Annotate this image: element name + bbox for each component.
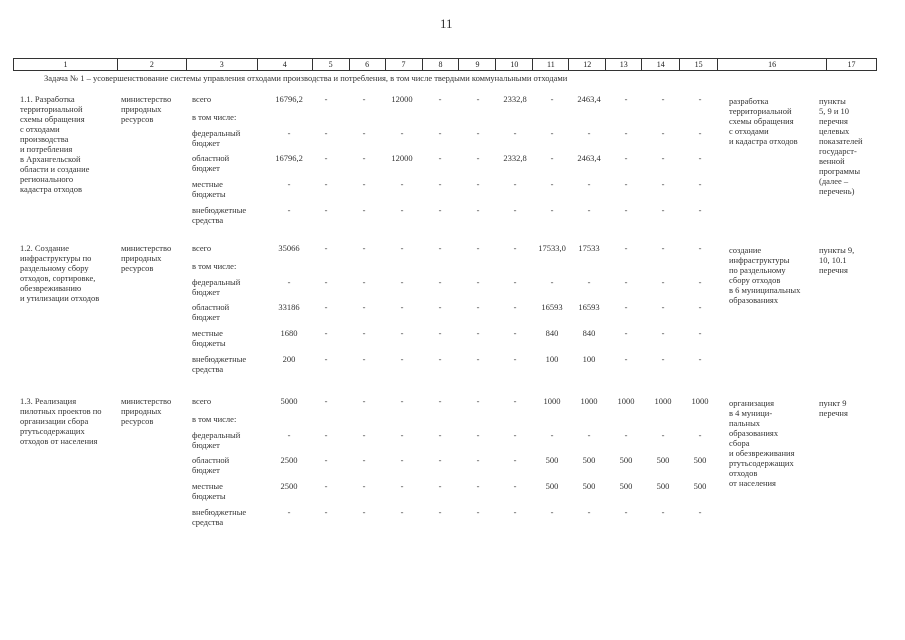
value-cell: -	[698, 328, 702, 338]
value-cell: -	[513, 507, 517, 517]
value-cell: -	[324, 277, 328, 287]
value-cell: -	[400, 430, 404, 440]
value-cell: -	[550, 430, 554, 440]
value-cell: -	[324, 243, 328, 253]
indicators-cell: пункты 9, 10, 10.1 перечня	[819, 245, 855, 275]
value-cell: -	[324, 94, 328, 104]
value-cell: -	[624, 430, 628, 440]
value-cell: -	[324, 179, 328, 189]
value-cell: -	[400, 243, 404, 253]
value-cell: -	[476, 94, 480, 104]
result-cell: создание инфраструктуры по раздельному сбору отходов в 6 муниципальных образованиях	[729, 245, 801, 305]
value-cell: -	[438, 481, 442, 491]
value-cell: -	[400, 179, 404, 189]
value-cell: -	[400, 302, 404, 312]
value-cell: -	[476, 507, 480, 517]
value-cell: -	[438, 430, 442, 440]
value-cell: -	[624, 94, 628, 104]
value-cell: 500	[656, 481, 670, 491]
column-number-header	[13, 58, 877, 71]
value-cell: -	[661, 128, 665, 138]
value-cell: -	[513, 328, 517, 338]
value-cell: -	[476, 205, 480, 215]
value-cell: -	[513, 277, 517, 287]
result-cell: организация в 4 муници- пальных образованиях сбора и обезвреживания ртутьсодержащих отходов от населения	[729, 398, 795, 488]
header-col-1: 1	[14, 59, 118, 70]
value-cell: -	[624, 328, 628, 338]
value-cell: 17533	[578, 243, 600, 253]
value-cell: -	[661, 277, 665, 287]
value-cell: 840	[582, 328, 596, 338]
value-cell: -	[400, 455, 404, 465]
value-cell: 100	[545, 354, 559, 364]
value-cell: -	[400, 507, 404, 517]
header-col-8: 8	[423, 59, 460, 70]
value-cell: -	[624, 243, 628, 253]
value-cell: -	[324, 128, 328, 138]
value-cell: -	[324, 205, 328, 215]
value-cell: 100	[582, 354, 596, 364]
header-col-13: 13	[606, 59, 642, 70]
funding-source-label: всего	[192, 94, 212, 104]
value-cell: -	[438, 328, 442, 338]
value-cell: -	[476, 328, 480, 338]
header-col-4: 4	[258, 59, 313, 70]
value-cell: -	[400, 396, 404, 406]
value-cell: -	[438, 302, 442, 312]
value-cell: -	[362, 430, 366, 440]
value-cell: -	[661, 179, 665, 189]
value-cell: -	[661, 430, 665, 440]
value-cell: -	[698, 243, 702, 253]
value-cell: 500	[656, 455, 670, 465]
funding-source-label: в том числе:	[192, 112, 237, 122]
value-cell: -	[587, 128, 591, 138]
value-cell: -	[287, 128, 291, 138]
result-cell: разработка территориальной схемы обращения с отходами и кадастра отходов	[729, 96, 798, 146]
value-cell: -	[400, 328, 404, 338]
funding-source-label: федеральный бюджет	[192, 128, 241, 148]
value-cell: 1000	[580, 396, 598, 406]
value-cell: -	[438, 94, 442, 104]
value-cell: -	[661, 94, 665, 104]
value-cell: -	[362, 153, 366, 163]
value-cell: -	[587, 277, 591, 287]
value-cell: -	[324, 153, 328, 163]
funding-source-label: внебюджетные средства	[192, 354, 247, 374]
value-cell: 17533,0	[538, 243, 566, 253]
value-cell: -	[324, 430, 328, 440]
value-cell: 500	[582, 455, 596, 465]
value-cell: -	[476, 396, 480, 406]
value-cell: 500	[693, 455, 707, 465]
value-cell: -	[661, 153, 665, 163]
value-cell: -	[698, 430, 702, 440]
value-cell: -	[324, 396, 328, 406]
value-cell: -	[698, 205, 702, 215]
value-cell: -	[287, 507, 291, 517]
value-cell: -	[476, 153, 480, 163]
value-cell: -	[476, 277, 480, 287]
funding-source-label: областной бюджет	[192, 153, 230, 173]
value-cell: -	[476, 455, 480, 465]
value-cell: -	[362, 94, 366, 104]
funding-source-label: в том числе:	[192, 261, 237, 271]
value-cell: -	[661, 243, 665, 253]
header-col-16: 16	[718, 59, 827, 70]
value-cell: -	[624, 153, 628, 163]
value-cell: -	[324, 507, 328, 517]
value-cell: -	[624, 179, 628, 189]
header-col-12: 12	[569, 59, 606, 70]
indicators-cell: пункты 5, 9 и 10 перечня целевых показателей государст- венной программы (далее – перечень)	[819, 96, 863, 196]
header-col-15: 15	[680, 59, 718, 70]
value-cell: -	[513, 396, 517, 406]
header-col-6: 6	[350, 59, 386, 70]
value-cell: -	[587, 205, 591, 215]
value-cell: 200	[282, 354, 296, 364]
page-number: 11	[440, 16, 453, 31]
value-cell: -	[698, 354, 702, 364]
value-cell: -	[550, 277, 554, 287]
value-cell: -	[698, 128, 702, 138]
value-cell: 16593	[578, 302, 600, 312]
value-cell: -	[476, 243, 480, 253]
funding-source-label: областной бюджет	[192, 302, 230, 322]
value-cell: 500	[582, 481, 596, 491]
value-cell: -	[362, 277, 366, 287]
value-cell: 12000	[391, 94, 413, 104]
value-cell: -	[287, 179, 291, 189]
value-cell: -	[324, 302, 328, 312]
value-cell: -	[698, 153, 702, 163]
value-cell: -	[287, 430, 291, 440]
value-cell: -	[661, 205, 665, 215]
value-cell: 500	[619, 455, 633, 465]
value-cell: -	[624, 277, 628, 287]
funding-source-label: местные бюджеты	[192, 481, 226, 501]
value-cell: -	[438, 507, 442, 517]
indicators-cell: пункт 9 перечня	[819, 398, 848, 418]
value-cell: -	[400, 128, 404, 138]
value-cell: -	[362, 128, 366, 138]
value-cell: -	[661, 354, 665, 364]
value-cell: -	[400, 354, 404, 364]
header-col-2: 2	[118, 59, 187, 70]
funding-source-label: федеральный бюджет	[192, 277, 241, 297]
value-cell: -	[624, 507, 628, 517]
value-cell: -	[438, 205, 442, 215]
value-cell: -	[476, 481, 480, 491]
funding-source-label: внебюджетные средства	[192, 507, 247, 527]
value-cell: -	[400, 481, 404, 491]
value-cell: -	[438, 153, 442, 163]
value-cell: -	[324, 328, 328, 338]
value-cell: -	[438, 396, 442, 406]
funding-source-label: всего	[192, 243, 212, 253]
value-cell: -	[400, 277, 404, 287]
value-cell: -	[550, 153, 554, 163]
funding-source-label: всего	[192, 396, 212, 406]
value-cell: -	[438, 128, 442, 138]
value-cell: -	[661, 302, 665, 312]
value-cell: 2463,4	[577, 94, 601, 104]
value-cell: -	[287, 205, 291, 215]
value-cell: -	[324, 481, 328, 491]
value-cell: 500	[693, 481, 707, 491]
value-cell: -	[550, 205, 554, 215]
value-cell: 1000	[543, 396, 561, 406]
value-cell: -	[400, 205, 404, 215]
value-cell: -	[513, 205, 517, 215]
value-cell: 1680	[280, 328, 298, 338]
value-cell: 16593	[541, 302, 563, 312]
value-cell: -	[513, 128, 517, 138]
value-cell: 1000	[691, 396, 709, 406]
value-cell: -	[661, 507, 665, 517]
value-cell: 33186	[278, 302, 300, 312]
value-cell: -	[513, 354, 517, 364]
value-cell: -	[513, 481, 517, 491]
executor-cell: министерство природных ресурсов	[121, 396, 172, 426]
value-cell: -	[624, 354, 628, 364]
funding-source-label: в том числе:	[192, 414, 237, 424]
value-cell: 2332,8	[503, 94, 527, 104]
value-cell: -	[362, 328, 366, 338]
value-cell: -	[476, 128, 480, 138]
value-cell: -	[513, 302, 517, 312]
value-cell: -	[438, 277, 442, 287]
funding-source-label: областной бюджет	[192, 455, 230, 475]
value-cell: -	[513, 455, 517, 465]
header-col-7: 7	[386, 59, 423, 70]
value-cell: 35066	[278, 243, 300, 253]
value-cell: -	[476, 179, 480, 189]
value-cell: 1000	[654, 396, 672, 406]
value-cell: 2500	[280, 481, 298, 491]
value-cell: -	[698, 179, 702, 189]
header-col-9: 9	[459, 59, 496, 70]
value-cell: 2463,4	[577, 153, 601, 163]
value-cell: -	[661, 328, 665, 338]
value-cell: -	[698, 507, 702, 517]
value-cell: -	[513, 430, 517, 440]
activity-cell: 1.2. Создание инфраструктуры по раздельному сбору отходов, сортировке, обезвреживанию и утилизации отходов	[20, 243, 100, 303]
funding-source-label: местные бюджеты	[192, 328, 226, 348]
value-cell: 12000	[391, 153, 413, 163]
value-cell: -	[362, 243, 366, 253]
value-cell: -	[362, 396, 366, 406]
value-cell: -	[587, 179, 591, 189]
value-cell: -	[698, 277, 702, 287]
value-cell: -	[438, 243, 442, 253]
header-col-17: 17	[847, 60, 856, 69]
header-col-3: 3	[187, 59, 258, 70]
value-cell: -	[587, 507, 591, 517]
value-cell: 2500	[280, 455, 298, 465]
header-col-14: 14	[642, 59, 680, 70]
value-cell: -	[324, 354, 328, 364]
value-cell: -	[698, 94, 702, 104]
value-cell: -	[362, 179, 366, 189]
value-cell: -	[550, 507, 554, 517]
value-cell: 500	[545, 455, 559, 465]
value-cell: 16796,2	[275, 94, 303, 104]
value-cell: -	[362, 302, 366, 312]
value-cell: 5000	[280, 396, 298, 406]
value-cell: -	[624, 302, 628, 312]
value-cell: 500	[545, 481, 559, 491]
value-cell: -	[698, 302, 702, 312]
activity-cell: 1.1. Разработка территориальной схемы обращения с отходами производства и потребления в Архангельской области и создание регионального кадастра отходов	[20, 94, 90, 194]
value-cell: 840	[545, 328, 559, 338]
executor-cell: министерство природных ресурсов	[121, 243, 172, 273]
header-col-5: 5	[313, 59, 350, 70]
value-cell: -	[476, 430, 480, 440]
value-cell: -	[587, 430, 591, 440]
value-cell: 2332,8	[503, 153, 527, 163]
value-cell: -	[624, 128, 628, 138]
value-cell: -	[362, 507, 366, 517]
value-cell: 16796,2	[275, 153, 303, 163]
funding-source-label: внебюджетные средства	[192, 205, 247, 225]
value-cell: -	[550, 94, 554, 104]
funding-source-label: федеральный бюджет	[192, 430, 241, 450]
funding-source-label: местные бюджеты	[192, 179, 226, 199]
header-col-11: 11	[533, 59, 569, 70]
value-cell: 1000	[617, 396, 635, 406]
value-cell: -	[476, 302, 480, 312]
value-cell: -	[550, 179, 554, 189]
value-cell: -	[513, 179, 517, 189]
task-title: Задача № 1 – усовершенствование системы управления отходами производства и потребления, в том числе твердыми коммунальными отходами	[44, 73, 568, 83]
value-cell: 500	[619, 481, 633, 491]
header-col-10: 10	[496, 59, 533, 70]
value-cell: -	[550, 128, 554, 138]
value-cell: -	[624, 205, 628, 215]
value-cell: -	[438, 179, 442, 189]
value-cell: -	[287, 277, 291, 287]
value-cell: -	[362, 205, 366, 215]
value-cell: -	[438, 455, 442, 465]
value-cell: -	[438, 354, 442, 364]
value-cell: -	[362, 354, 366, 364]
executor-cell: министерство природных ресурсов	[121, 94, 172, 124]
value-cell: -	[324, 455, 328, 465]
value-cell: -	[362, 481, 366, 491]
value-cell: -	[362, 455, 366, 465]
activity-cell: 1.3. Реализация пилотных проектов по организации сбора ртутьсодержащих отходов от населения	[20, 396, 102, 446]
value-cell: -	[476, 354, 480, 364]
value-cell: -	[513, 243, 517, 253]
